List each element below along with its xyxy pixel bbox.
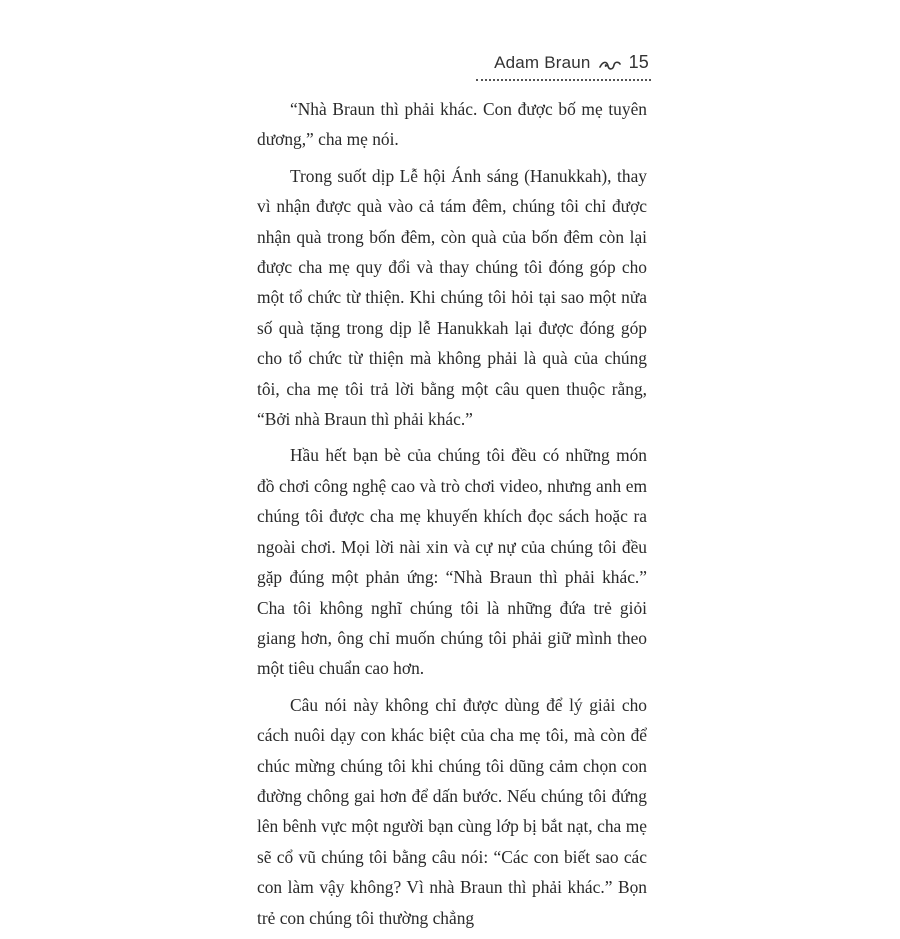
paragraph: Trong suốt dịp Lễ hội Ánh sáng (Hanukkah), thay vì nhận được quà vào cả tám đêm, chúng tôi chỉ được nhận quà trong bốn đêm, còn quà của bốn đêm còn lại được cha mẹ quy đổi và thay chúng tôi đóng góp cho một tổ chức từ thiện. Khi chúng tôi hỏi tại sao một nửa số quà tặng trong dịp lễ Hanukkah lại được đóng góp cho tổ chức từ thiện mà không phải là quà của chúng tôi, cha mẹ tôi trả lời bằng một câu quen thuộc rằng, “Bởi nhà Braun thì phải khác.” (257, 165, 647, 430)
running-header (494, 52, 649, 73)
body-text (257, 94, 647, 939)
paragraph: Hầu hết bạn bè của chúng tôi đều có những món đồ chơi công nghệ cao và trò chơi video, nhưng anh em chúng tôi được cha mẹ khuyến khích đọc sách hoặc ra ngoài chơi. Mọi lời nài xin và cự nự của chúng tôi đều gặp đúng một phản ứng: “Nhà Braun thì phải khác.” Cha tôi không nghĩ chúng tôi là những đứa trẻ giỏi giang hơn, ông chỉ muốn chúng tôi phải giữ mình theo một tiêu chuẩn cao hơn. (257, 445, 647, 679)
header-dotted-rule (476, 79, 651, 81)
paragraph: Câu nói này không chỉ được dùng để lý giải cho cách nuôi dạy con khác biệt của cha mẹ tôi, mà còn để chúc mừng chúng tôi khi chúng tôi dũng cảm chọn con đường chông gai hơn để dấn bước. Nếu chúng tôi đứng lên bênh vực một người bạn cùng lớp bị bắt nạt, cha mẹ sẽ cổ vũ chúng tôi bằng câu nói: “Các con biết sao các con làm vậy không? Vì nhà Braun thì phải khác.” Bọn trẻ con chúng tôi thường chẳng (257, 694, 647, 928)
leaf-flourish-icon (599, 57, 621, 69)
paragraph: “Nhà Braun thì phải khác. Con được bố mẹ tuyên dương,” cha mẹ nói. (257, 99, 647, 150)
author-name: Adam Braun (494, 52, 591, 72)
page-number: 15 (628, 52, 649, 72)
